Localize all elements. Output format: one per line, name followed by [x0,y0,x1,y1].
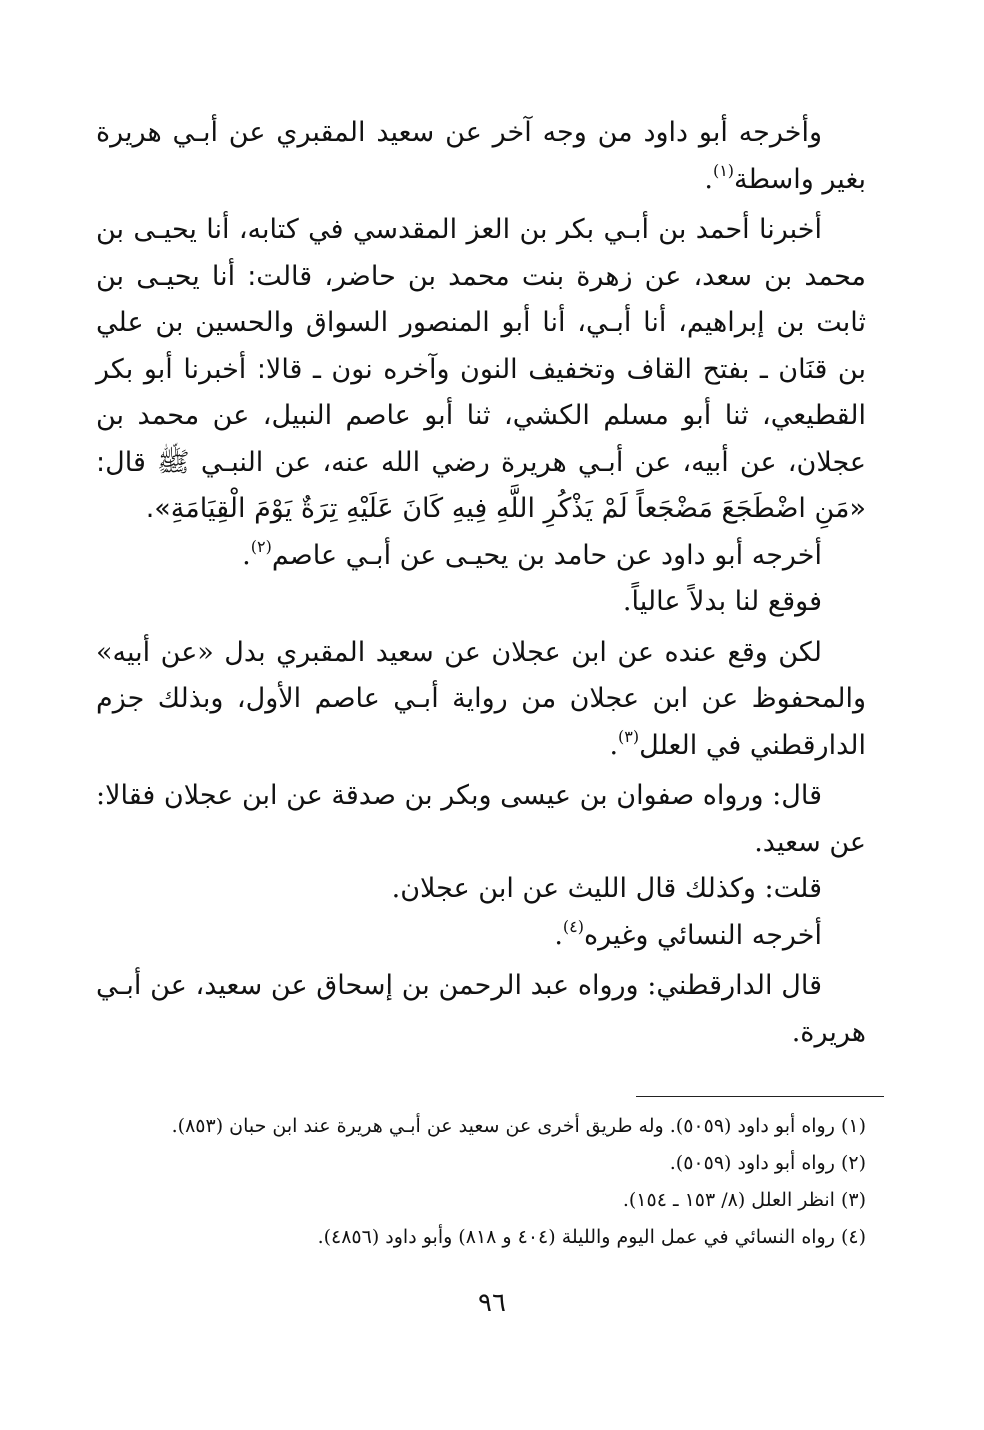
paragraph-9 [96,963,866,1056]
paragraph-7 [96,866,866,913]
footnote-1: (١) رواه أبو داود (٥٠٥٩). وله طريق أخرى عن سعيد عن أبـي هريرة عند ابن حبان (٨٥٣). [171,1115,866,1137]
page-number: ٩٦ [478,1288,506,1318]
paragraph-1-tail: . [704,163,713,195]
paragraph-1 [96,110,866,203]
footnote-ref-2: (٢) [250,536,272,556]
footnote-3: (٣) انظر العلل (٨/ ١٥٣ ـ ١٥٤). [622,1189,866,1211]
paragraph-9-text: قال الدارقطني: ورواه عبد الرحمن بن إسحاق عن سعيد، عن أبـي هريرة. [96,970,866,1048]
paragraph-3-tail: . [242,539,251,571]
paragraph-8-text: أخرجه النسائي وغيره [584,919,822,951]
paragraph-1-text: وأخرجه أبو داود من وجه آخر عن سعيد المقبري عن أبـي هريرة بغير واسطة [96,117,866,195]
paragraph-5 [96,630,866,770]
footnote-2: (٢) رواه أبو داود (٥٠٥٩). [669,1152,866,1174]
paragraph-4 [96,579,866,626]
footnote-ref-3: (٣) [618,726,640,746]
paragraph-2-text: أخبرنا أحمد بن أبـي بكر بن العز المقدسي في كتابه، أنا يحيـى بن محمد بن سعد، عن زهرة بنت محمد بن حاضر، قالت: أنا يحيـى بن ثابت بن إبراهيم، أنا أبـي، أنا أبو المنصور السواق والحسين بن علي بن قنَان ـ بفتح القاف وتخفيف النون وآخره نون ـ قالا: أخبرنا أبو بكر القطيعي، ثنا أبو مسلم الكشي، ثنا أبو عاصم النبيل، عن محمد بن عجلان، عن أبيه، عن أبـي هريرة رضي الله عنه، عن النبـي ﷺ قال: «مَنِ اضْطَجَعَ مَضْجَعاً لَمْ يَذْكُرِ اللَّهِ فِيهِ كَانَ عَلَيْهِ تِرَةٌ يَوْمَ الْقِيَامَةِ». [96,214,866,524]
paragraph-5-text: لكن وقع عنده عن ابن عجلان عن سعيد المقبري بدل «عن أبيه» والمحفوظ عن ابن عجلان من رواية أبـي عاصم الأول، وبذلك جزم الدارقطني في العلل [96,636,866,761]
paragraph-5-tail: . [609,729,619,761]
paragraph-8 [96,913,866,960]
footnote-4: (٤) رواه النسائي في عمل اليوم والليلة (٤٠٤ و ٨١٨) وأبو داود (٤٨٥٦). [317,1226,866,1248]
paragraph-8-tail: . [554,919,563,951]
paragraph-6 [96,773,866,866]
footnotes [96,1108,866,1256]
paragraph-3-text: أخرجه أبو داود عن حامد بن يحيـى عن أبـي عاصم [271,539,822,571]
paragraph-6-text: قال: ورواه صفوان بن عيسى وبكر بن صدقة عن ابن عجلان فقالا: عن سعيد. [96,780,866,858]
paragraph-2 [96,207,866,533]
paragraph-7-text: قلت: وكذلك قال الليث عن ابن عجلان. [391,873,822,904]
footnote-ref-4: (٤) [562,916,585,936]
paragraph-4-text: فوقع لنا بدلاً عالياً. [622,586,822,617]
footnote-separator [636,1096,884,1097]
footnote-ref-1: (١) [712,160,735,180]
main-text [96,110,866,1056]
paragraph-3 [96,533,866,580]
